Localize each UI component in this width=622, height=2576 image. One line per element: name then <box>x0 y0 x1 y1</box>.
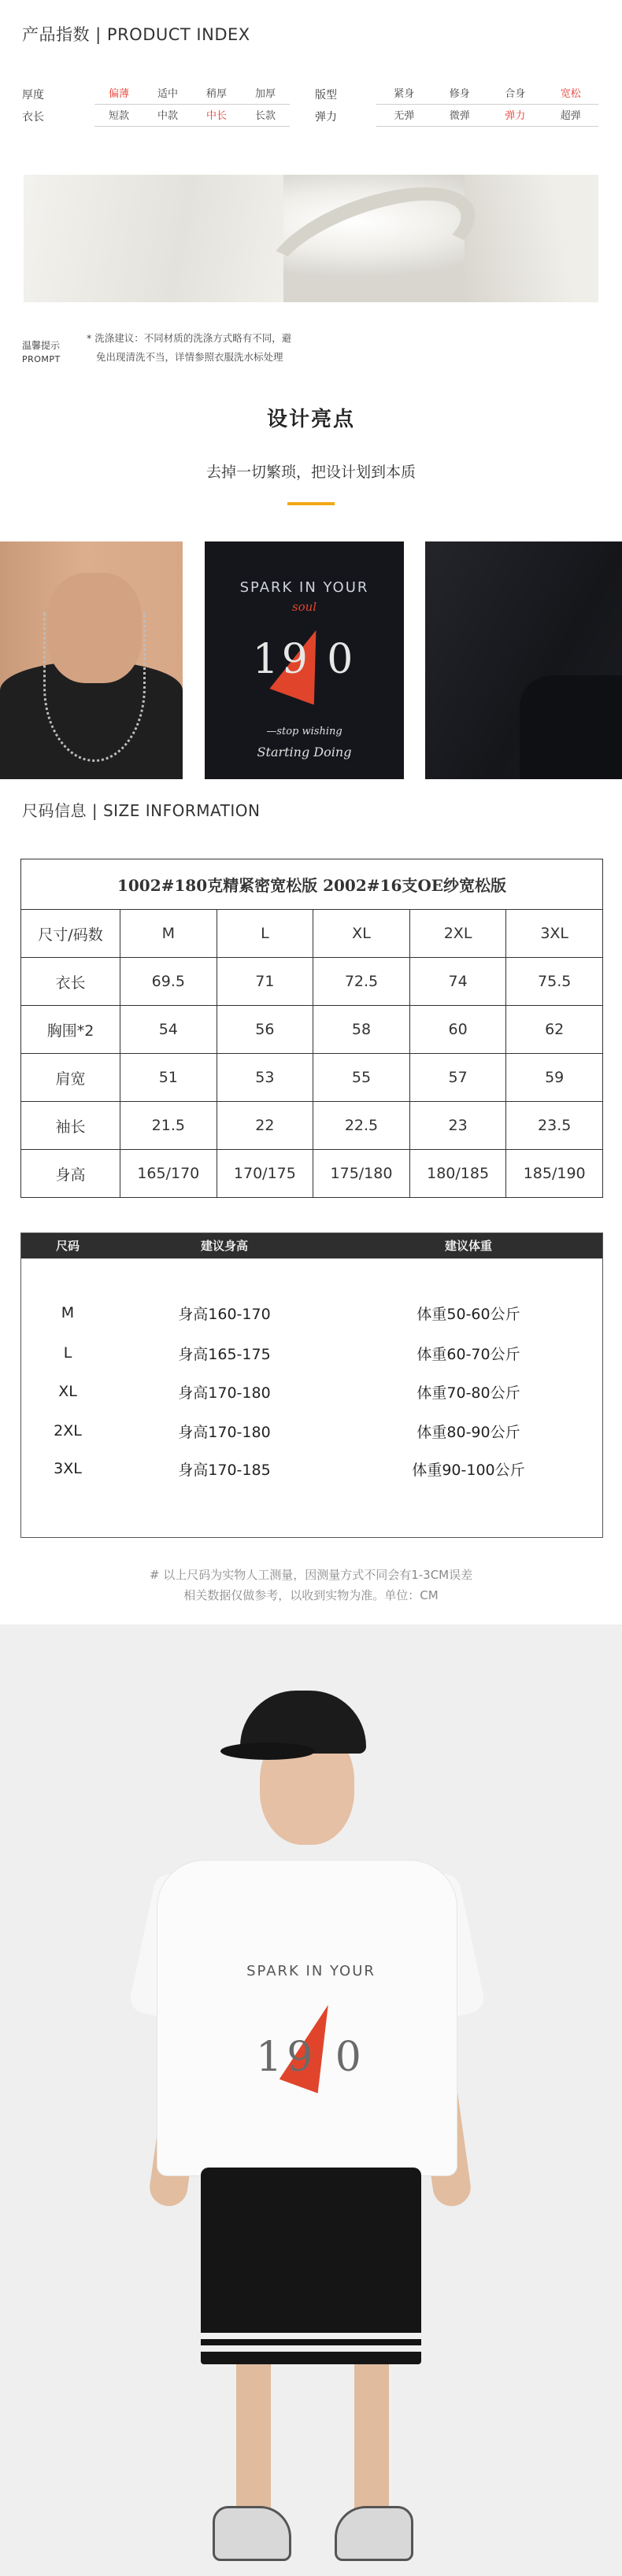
size-header-cell: 3XL <box>506 910 603 958</box>
table-row <box>21 1301 602 1325</box>
elasticity-options <box>376 109 598 124</box>
thickness-option-3: 加厚 <box>254 88 276 100</box>
size-info-heading: 尺码信息 | SIZE INFORMATION <box>22 801 261 820</box>
rec-height: 身高170-180 <box>178 1384 271 1402</box>
size-cell: 74 <box>409 958 506 1006</box>
measurement-note-1: # 以上尺码为实物人工测量，因测量方式不同会有1-3CM误差 <box>149 1568 473 1582</box>
rec-weight: 体重50-60公斤 <box>417 1305 520 1323</box>
measurement-note-2: 相关数据仅做参考，以收到实物为准。单位：CM <box>183 1588 439 1602</box>
size-cell: 22.5 <box>313 1102 410 1150</box>
size-row-label: 身高 <box>21 1150 120 1198</box>
rec-header-height: 建议身高 <box>200 1239 248 1253</box>
thickness-options <box>94 87 290 102</box>
size-cell: 53 <box>217 1054 313 1102</box>
size-cell: 71 <box>217 958 313 1006</box>
size-cell: 69.5 <box>120 958 217 1006</box>
rec-weight: 体重80-90公斤 <box>417 1423 520 1441</box>
fit-track <box>376 104 598 105</box>
right-sneaker <box>335 2506 413 2561</box>
size-header-cell: M <box>120 910 217 958</box>
detail-photo-neck <box>0 541 183 779</box>
length-options <box>94 109 290 124</box>
size-row-label: 肩宽 <box>21 1054 120 1102</box>
size-row-label: 胸围*2 <box>21 1006 120 1054</box>
thickness-option-2: 稍厚 <box>205 88 227 100</box>
size-cell: 56 <box>217 1006 313 1054</box>
fit-option-2: 合身 <box>505 88 526 100</box>
length-option-1: 中款 <box>157 110 178 122</box>
size-table <box>20 859 603 1198</box>
length-option-0: 短款 <box>108 110 129 122</box>
design-title: 设计亮点 <box>266 408 355 431</box>
elasticity-option-3: 超弹 <box>560 110 581 122</box>
rec-weight: 体重90-100公斤 <box>412 1461 525 1479</box>
rec-height: 身高160-170 <box>178 1305 271 1323</box>
size-cell: 57 <box>409 1054 506 1102</box>
thickness-option-0: 偏薄 <box>108 88 129 100</box>
size-header-cell: 尺寸/码数 <box>21 910 120 958</box>
table-row <box>21 1054 603 1102</box>
length-track <box>94 126 290 127</box>
size-table-caption: 1002#180克精紧密宽松版 2002#16支OE纱宽松版 <box>21 859 603 910</box>
size-cell: 62 <box>506 1006 603 1054</box>
size-cell: 165/170 <box>120 1150 217 1198</box>
thickness-option-1: 适中 <box>157 88 178 100</box>
wash-advice-line-2: 免出现清洗不当，详情参照衣服洗水标处理 <box>96 351 283 363</box>
model-print-year: 19 0 <box>256 2034 366 2081</box>
length-label: 衣长 <box>22 111 44 124</box>
rec-size: 3XL <box>54 1460 82 1477</box>
prompt-label-cn: 温馨提示 <box>22 340 61 351</box>
thickness-label: 厚度 <box>22 89 44 102</box>
fit-options <box>376 87 598 102</box>
size-cell: 23 <box>409 1102 506 1150</box>
table-row <box>21 1380 602 1403</box>
print-script-1: —stop wishing <box>266 726 342 737</box>
rec-header-weight: 建议体重 <box>444 1239 492 1253</box>
rec-size: XL <box>58 1383 77 1400</box>
prompt-label-en: PROMPT <box>22 354 61 364</box>
table-row <box>21 958 603 1006</box>
rec-height: 身高165-175 <box>178 1345 271 1363</box>
left-sneaker <box>213 2506 291 2561</box>
design-accent-bar <box>287 502 335 505</box>
rec-size: L <box>63 1344 72 1362</box>
print-text-top: SPARK IN YOUR <box>239 579 369 596</box>
length-option-2: 中长 <box>205 110 227 122</box>
table-row <box>21 1341 602 1365</box>
elasticity-label: 弹力 <box>315 111 337 124</box>
size-cell: 59 <box>506 1054 603 1102</box>
product-index-heading: 产品指数 | PRODUCT INDEX <box>22 25 250 44</box>
print-script-2: Starting Doing <box>257 745 352 759</box>
elasticity-option-0: 无弹 <box>394 110 415 122</box>
size-row-label: 袖长 <box>21 1102 120 1150</box>
elasticity-track <box>376 126 598 127</box>
print-text-soul: soul <box>291 600 317 614</box>
table-row <box>21 1419 602 1443</box>
fabric-texture-image <box>24 175 598 302</box>
model-print-text: SPARK IN YOUR <box>246 1963 376 1979</box>
size-table-header <box>21 910 603 958</box>
recommendation-header <box>21 1233 602 1258</box>
wash-advice-line-1: * 洗涤建议：不同材质的洗涤方式略有不同，避 <box>87 332 292 344</box>
size-cell: 60 <box>409 1006 506 1054</box>
rec-height: 身高170-180 <box>178 1423 271 1441</box>
fit-option-0: 紧身 <box>394 88 415 100</box>
size-header-cell: 2XL <box>409 910 506 958</box>
rec-weight: 体重60-70公斤 <box>417 1345 520 1363</box>
size-cell: 170/175 <box>217 1150 313 1198</box>
size-cell: 75.5 <box>506 958 603 1006</box>
rec-size: 2XL <box>54 1422 82 1440</box>
table-row <box>21 1457 602 1480</box>
size-cell: 51 <box>120 1054 217 1102</box>
rec-weight: 体重70-80公斤 <box>417 1384 520 1402</box>
table-row <box>21 1102 603 1150</box>
size-cell: 21.5 <box>120 1102 217 1150</box>
model-photo <box>0 1624 622 2576</box>
size-row-label: 衣长 <box>21 958 120 1006</box>
elasticity-option-2: 弹力 <box>505 110 526 122</box>
fit-option-3: 宽松 <box>560 88 581 100</box>
table-row <box>21 1150 603 1198</box>
size-cell: 23.5 <box>506 1102 603 1150</box>
thickness-track <box>94 104 290 105</box>
size-cell: 58 <box>313 1006 410 1054</box>
elasticity-option-1: 微弹 <box>449 110 470 122</box>
size-cell: 180/185 <box>409 1150 506 1198</box>
size-header-cell: XL <box>313 910 410 958</box>
design-subtitle: 去掉一切繁琐，把设计划到本质 <box>205 464 416 481</box>
fit-label: 版型 <box>315 89 337 102</box>
size-recommendation-table <box>20 1233 603 1538</box>
rec-header-size: 尺码 <box>55 1239 80 1253</box>
wash-advice-text <box>87 329 378 367</box>
fit-option-1: 修身 <box>449 88 470 100</box>
size-cell: 22 <box>217 1102 313 1150</box>
size-cell: 185/190 <box>506 1150 603 1198</box>
rec-height: 身高170-185 <box>178 1461 271 1479</box>
size-cell: 55 <box>313 1054 410 1102</box>
length-option-3: 长款 <box>254 110 276 122</box>
size-cell: 175/180 <box>313 1150 410 1198</box>
rec-size: M <box>61 1304 75 1321</box>
size-cell: 72.5 <box>313 958 410 1006</box>
detail-photo-sleeve <box>425 541 622 779</box>
print-year: 19 0 <box>252 636 357 683</box>
table-row <box>21 1006 603 1054</box>
size-cell: 54 <box>120 1006 217 1054</box>
size-header-cell: L <box>217 910 313 958</box>
detail-photo-print <box>205 541 404 779</box>
